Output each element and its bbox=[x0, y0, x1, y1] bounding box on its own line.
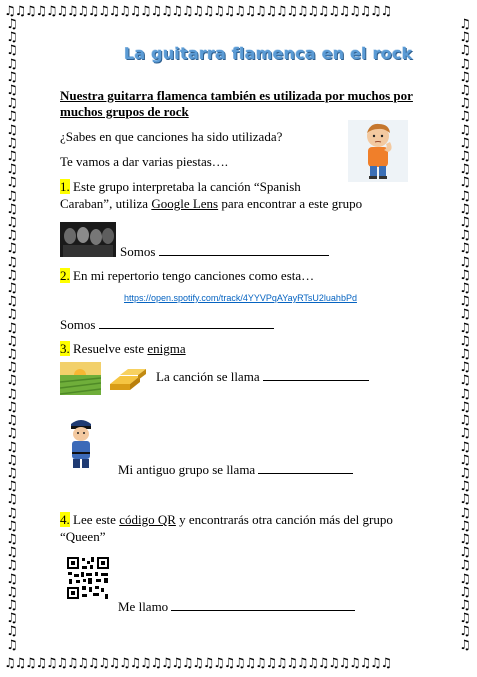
qr-code-link[interactable]: código QR bbox=[119, 512, 176, 527]
q2-text: En mi repertorio tengo canciones como esta… bbox=[69, 268, 315, 283]
q3-line bbox=[60, 341, 186, 357]
q3-number: 3. bbox=[60, 341, 70, 356]
enigma-link[interactable]: enigma bbox=[147, 341, 186, 356]
q1-text-b: para encontrar a este grupo bbox=[218, 196, 363, 211]
boy-thinking-icon bbox=[348, 120, 408, 182]
q2-answer bbox=[60, 316, 274, 333]
subtitle: Nuestra guitarra flamenca también es utilizada por muchos por muchos grupos de rock bbox=[60, 88, 413, 119]
q1-answer-label: Somos bbox=[120, 244, 159, 259]
q3-group bbox=[118, 461, 353, 478]
field-icon bbox=[60, 362, 101, 395]
spotify-link[interactable]: https://open.spotify.com/track/4YYVPqAYayRTsU2luahbPd bbox=[124, 293, 357, 303]
gold-bars-icon bbox=[106, 362, 151, 395]
q3-group-label: Mi antiguo grupo se llama bbox=[118, 462, 259, 477]
q4-answer bbox=[118, 598, 355, 615]
q3-song-blank[interactable] bbox=[263, 368, 369, 381]
band-photo-icon bbox=[60, 222, 116, 257]
q1-answer bbox=[120, 243, 329, 260]
google-lens-link[interactable]: Google Lens bbox=[151, 196, 219, 211]
q3-song bbox=[156, 368, 369, 385]
q4-number: 4. bbox=[60, 512, 70, 527]
q1-text: Este grupo interpretaba la canción “Spanish bbox=[69, 179, 301, 194]
q4-text-b: y encontrarás otra canción más del grupo bbox=[175, 512, 393, 527]
intro-lead: Te vamos a dar varias piestas…. bbox=[60, 154, 229, 169]
q3-song-label: La canción se llama bbox=[156, 369, 263, 384]
q4-text-a: Lee este bbox=[69, 512, 120, 527]
q4-answer-label: Me llamo bbox=[118, 599, 172, 614]
q4-answer-blank[interactable] bbox=[171, 598, 355, 611]
q3-group-blank[interactable] bbox=[258, 461, 353, 474]
q2-number: 2. bbox=[60, 268, 70, 283]
border-bottom: ♫♫♫♫♫♫♫♫♫♫♫♫♫♫♫♫♫♫♫♫♫♫♫♫♫♫♫♫♫♫♫♫♫♫♫♫♫ bbox=[4, 656, 391, 671]
q1-line1 bbox=[60, 179, 301, 195]
q1-text-a: Caraban”, utiliza bbox=[60, 196, 152, 211]
q2-answer-blank[interactable] bbox=[99, 316, 274, 329]
q2-answer-label: Somos bbox=[60, 317, 99, 332]
border-top: ♫♫♫♫♫♫♫♫♫♫♫♫♫♫♫♫♫♫♫♫♫♫♫♫♫♫♫♫♫♫♫♫♫♫♫♫♫ bbox=[4, 4, 391, 19]
q2-line bbox=[60, 268, 314, 284]
q4-line2: “Queen” bbox=[60, 529, 106, 544]
page-title: La guitarra flamenca en el rock bbox=[124, 44, 413, 63]
q1-answer-blank[interactable] bbox=[159, 243, 329, 256]
qr-code-icon bbox=[66, 556, 110, 600]
q1-line2 bbox=[60, 196, 362, 212]
q4-line1 bbox=[60, 512, 393, 528]
q3-text-a: Resuelve este bbox=[69, 341, 148, 356]
intro-question: ¿Sabes en que canciones ha sido utilizada? bbox=[60, 129, 283, 144]
border-right: ♫♫♫♫♫♫♫♫♫♫♫♫♫♫♫♫♫♫♫♫♫♫♫♫♫♫♫♫♫♫♫♫♫♫♫♫♫♫♫♫♫♫♫♫♫♫♫♫ bbox=[459, 18, 471, 653]
policeman-icon bbox=[60, 414, 102, 472]
border-left: ♫♫♫♫♫♫♫♫♫♫♫♫♫♫♫♫♫♫♫♫♫♫♫♫♫♫♫♫♫♫♫♫♫♫♫♫♫♫♫♫♫♫♫♫♫♫♫♫ bbox=[6, 18, 18, 653]
q1-number: 1. bbox=[60, 179, 70, 194]
